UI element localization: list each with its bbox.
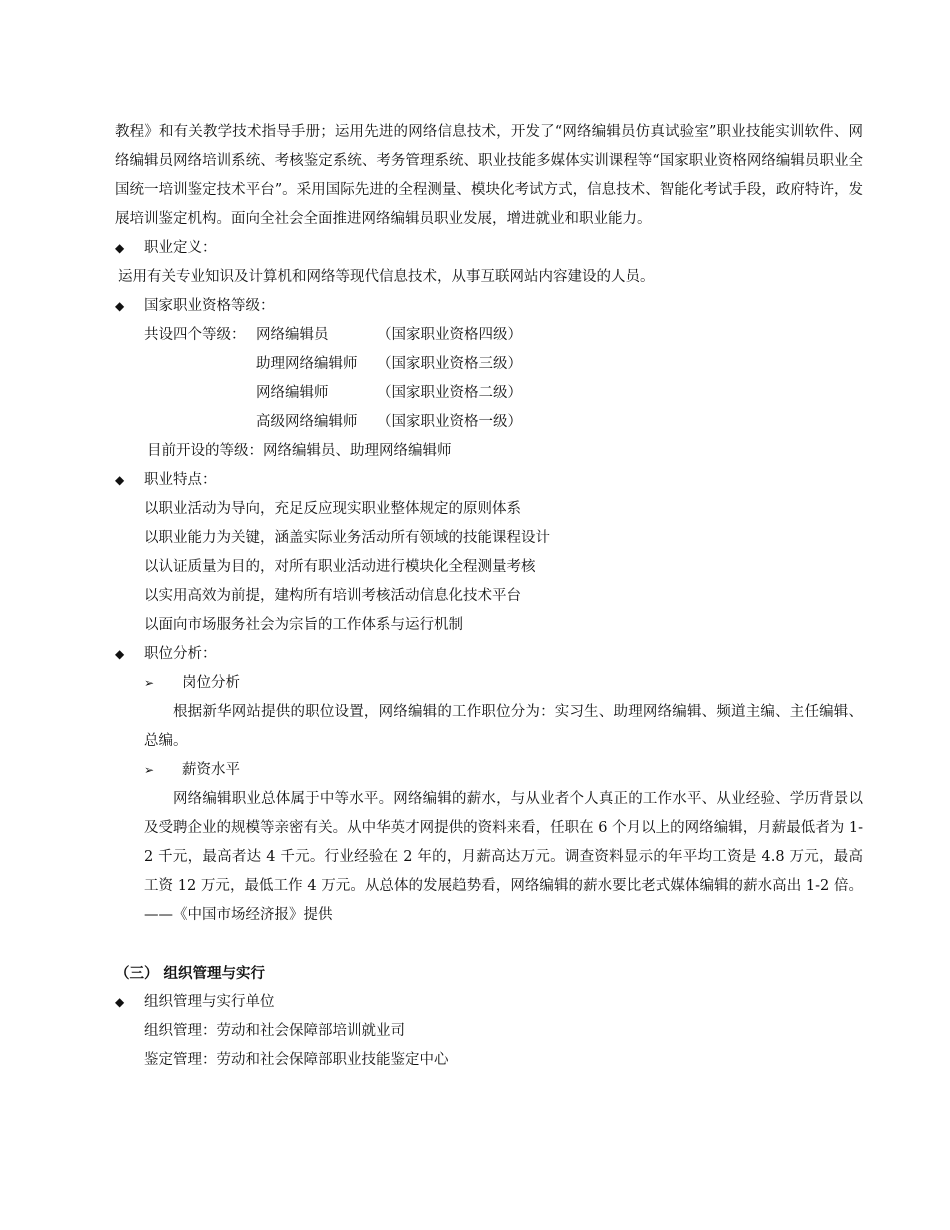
features-list bbox=[115, 495, 863, 640]
analysis-heading: 职位分析： bbox=[144, 646, 217, 662]
level-grade: （国家职业资格二级） bbox=[377, 385, 522, 401]
arrow-bullet-icon: ➢ bbox=[144, 676, 155, 690]
feature-line: 以认证质量为目的，对所有职业活动进行模块化全程测量考核 bbox=[144, 559, 536, 575]
feature-line: 以职业活动为导向，充足反应现实职业整体规定的原则体系 bbox=[144, 501, 521, 517]
unit-heading: 组织管理与实行单位 bbox=[144, 994, 275, 1010]
levels-prefix: 共设四个等级： bbox=[144, 327, 246, 343]
diamond-bullet-icon: ◆ bbox=[115, 995, 125, 1009]
level-grade: （国家职业资格一级） bbox=[377, 414, 522, 430]
arrow-bullet-icon: ➢ bbox=[144, 763, 155, 777]
unit-section bbox=[115, 988, 863, 1017]
levels-section bbox=[115, 292, 863, 321]
salary-subsection bbox=[115, 756, 863, 785]
level-name: 网络编辑师 bbox=[256, 385, 329, 401]
level-row bbox=[144, 379, 863, 408]
levels-heading: 国家职业资格等级： bbox=[144, 298, 275, 314]
features-section bbox=[115, 466, 863, 495]
salary-text: 网络编辑职业总体属于中等水平。网络编辑的薪水，与从业者个人真正的工作水平、从业经验、学历背景以及受聘企业的规模等亲密有关。从中华英才网提供的资料来看，任职在 6 个月以上的网络编辑，月薪最低者为 1-2 千元，最高者达 4 千元。行业经验在 2 年的，月薪高达万元。调查资料显示的年平均工资是 4.8 万元，最高工资 12 万元，最低工作 4 万元。从总体的发展趋势看，网络编辑的薪水要比老式媒体编辑的薪水高出 1-2 倍。——《中国市场经济报》提供 bbox=[144, 791, 863, 923]
salary-label: 薪资水平 bbox=[182, 762, 240, 778]
unit-list bbox=[115, 1017, 863, 1075]
position-subsection bbox=[115, 669, 863, 698]
diamond-bullet-icon: ◆ bbox=[115, 299, 125, 313]
definition-heading: 职业定义： bbox=[144, 240, 217, 256]
diamond-bullet-icon: ◆ bbox=[115, 473, 125, 487]
analysis-section bbox=[115, 640, 863, 669]
feature-line: 以职业能力为关键，涵盖实际业务活动所有领域的技能课程设计 bbox=[144, 530, 550, 546]
position-text: 根据新华网站提供的职位设置，网络编辑的工作职位分为：实习生、助理网络编辑、频道主编、主任编辑、总编。 bbox=[144, 704, 863, 749]
current-levels: 目前开设的等级：网络编辑员、助理网络编辑师 bbox=[147, 443, 452, 459]
level-grade: （国家职业资格四级） bbox=[377, 327, 522, 343]
feature-line: 以实用高效为前提，建构所有培训考核活动信息化技术平台 bbox=[144, 588, 521, 604]
features-heading: 职业特点： bbox=[144, 472, 217, 488]
feature-line: 以面向市场服务社会为宗旨的工作体系与运行机制 bbox=[144, 617, 463, 633]
level-grade: （国家职业资格三级） bbox=[377, 356, 522, 372]
unit-line: 组织管理：劳动和社会保障部培训就业司 bbox=[144, 1023, 405, 1039]
diamond-bullet-icon: ◆ bbox=[115, 647, 125, 661]
level-row bbox=[144, 350, 863, 379]
level-name: 高级网络编辑师 bbox=[256, 414, 358, 430]
position-label: 岗位分析 bbox=[182, 675, 240, 691]
definition-section bbox=[115, 234, 863, 263]
definition-text: 运用有关专业知识及计算机和网络等现代信息技术，从事互联网站内容建设的人员。 bbox=[118, 269, 655, 285]
intro-paragraph: 教程》和有关教学技术指导手册；运用先进的网络信息技术，开发了“网络编辑员仿真试验室”职业技能实训软件、网络编辑员网络培训系统、考核鉴定系统、考务管理系统、职业技能多媒体实训课程等“国家职业资格网络编辑员职业全国统一培训鉴定技术平台”。采用国际先进的全程测量、模块化考试方式，信息技术、智能化考试手段，政府特许，发展培训鉴定机构。面向全社会全面推进网络编辑员职业发展，增进就业和职业能力。 bbox=[115, 124, 863, 227]
level-name: 助理网络编辑师 bbox=[256, 356, 358, 372]
unit-line: 鉴定管理：劳动和社会保障部职业技能鉴定中心 bbox=[144, 1052, 449, 1068]
level-row bbox=[144, 408, 863, 437]
levels-list bbox=[115, 321, 863, 466]
diamond-bullet-icon: ◆ bbox=[115, 241, 125, 255]
level-row bbox=[144, 321, 863, 350]
level-name: 网络编辑员 bbox=[256, 327, 329, 343]
section-three-title: （三） 组织管理与实行 bbox=[115, 965, 266, 982]
document-page bbox=[115, 118, 863, 1075]
